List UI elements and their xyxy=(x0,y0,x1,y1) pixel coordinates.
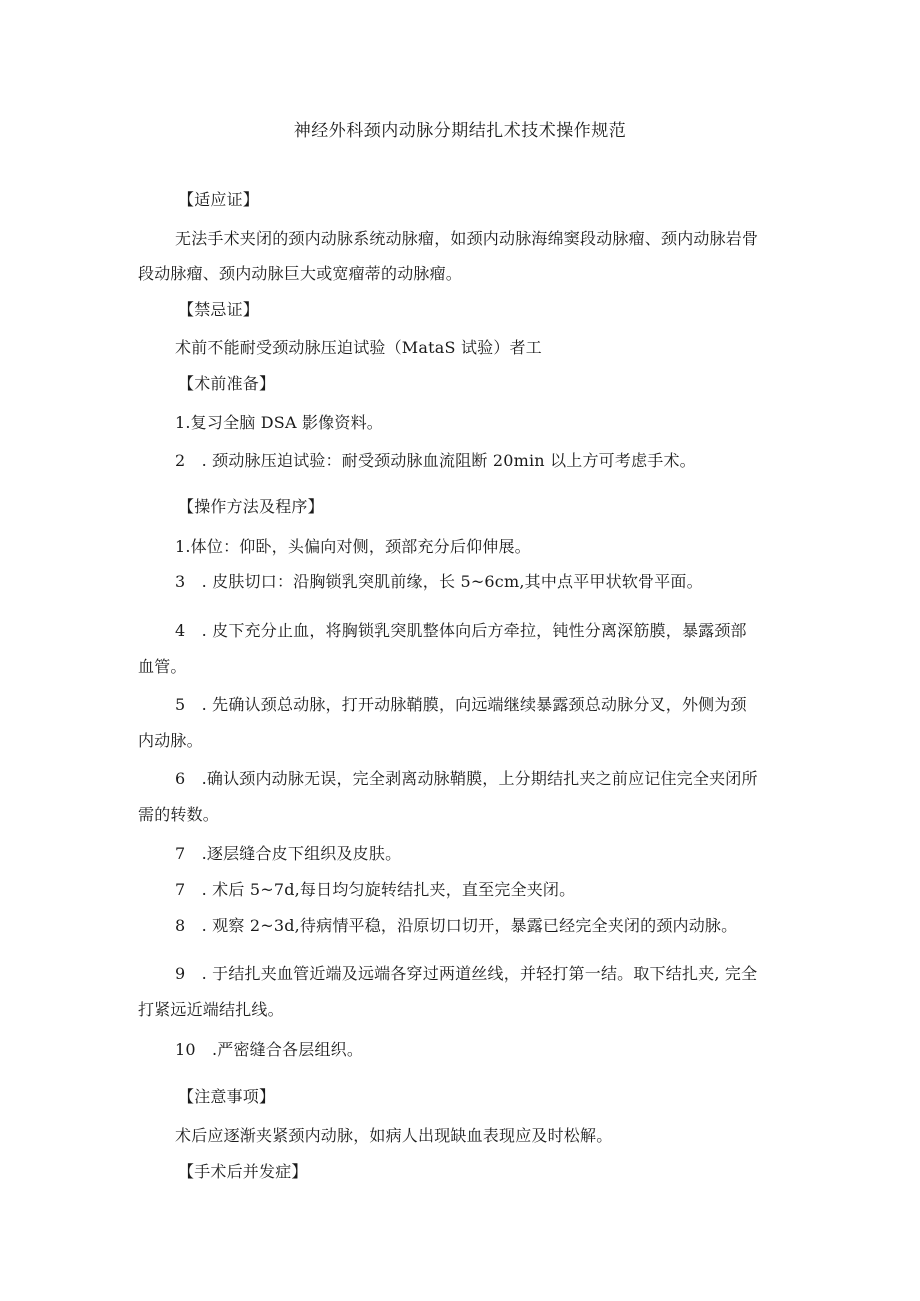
procedure-item-9-line-1: 9 . 于结扎夹血管近端及远端各穿过两道丝线，并轻打第一结。取下结扎夹, 完全 xyxy=(175,964,758,983)
section-heading-procedure: 【操作方法及程序】 xyxy=(178,497,324,516)
section-heading-complications: 【手术后并发症】 xyxy=(178,1162,308,1181)
procedure-item-5-line-1: 5 . 先确认颈总动脉，打开动脉鞘膜，向远端继续暴露颈总动脉分叉，外侧为颈 xyxy=(175,695,747,714)
contraindications-paragraph: 术前不能耐受颈动脉压迫试验（MataS 试验）者工 xyxy=(175,338,542,357)
section-heading-preoperative-preparation: 【术前准备】 xyxy=(178,374,276,393)
section-heading-precautions: 【注意事项】 xyxy=(178,1087,276,1106)
procedure-item-7a: 7 .逐层缝合皮下组织及皮肤。 xyxy=(175,844,402,863)
procedure-item-4-line-1: 4 . 皮下充分止血，将胸锁乳突肌整体向后方牵拉，钝性分离深筋膜，暴露颈部 xyxy=(175,621,747,640)
precautions-paragraph: 术后应逐渐夹紧颈内动脉，如病人出现缺血表现应及时松解。 xyxy=(175,1126,613,1145)
section-heading-contraindications: 【禁忌证】 xyxy=(178,300,260,319)
procedure-item-3: 3 . 皮肤切口：沿胸锁乳突肌前缘，长 5~6cm,其中点平甲状软骨平面。 xyxy=(175,572,703,591)
procedure-item-7b: 7 . 术后 5~7d,每日均匀旋转结扎夹，直至完全夹闭。 xyxy=(175,880,576,899)
procedure-item-10: 10 .严密缝合各层组织。 xyxy=(175,1040,364,1059)
section-heading-indications: 【适应证】 xyxy=(178,190,260,209)
document-title: 神经外科颈内动脉分期结扎术技术操作规范 xyxy=(293,121,627,141)
procedure-item-1: 1.体位：仰卧，头偏向对侧，颈部充分后仰伸展。 xyxy=(175,537,531,556)
indications-paragraph-line-2: 段动脉瘤、颈内动脉巨大或宽瘤蒂的动脉瘤。 xyxy=(138,264,463,283)
procedure-item-9-line-2: 打紧远近端结扎线。 xyxy=(138,1000,284,1019)
procedure-item-6-line-2: 需的转数。 xyxy=(138,805,220,824)
preparation-item-2: 2 . 颈动脉压迫试验：耐受颈动脉血流阻断 20min 以上方可考虑手术。 xyxy=(175,451,696,470)
procedure-item-8: 8 . 观察 2~3d,待病情平稳，沿原切口切开，暴露已经完全夹闭的颈内动脉。 xyxy=(175,916,738,935)
procedure-item-4-line-2: 血管。 xyxy=(138,657,187,676)
procedure-item-5-line-2: 内动脉。 xyxy=(138,731,203,750)
procedure-item-6-line-1: 6 .确认颈内动脉无误，完全剥离动脉鞘膜，上分期结扎夹之前应记住完全夹闭所 xyxy=(175,769,758,788)
preparation-item-1: 1.复习全脑 DSA 影像资料。 xyxy=(175,413,383,432)
indications-paragraph-line-1: 无法手术夹闭的颈内动脉系统动脉瘤，如颈内动脉海绵窦段动脉瘤、颈内动脉岩骨 xyxy=(175,229,759,248)
